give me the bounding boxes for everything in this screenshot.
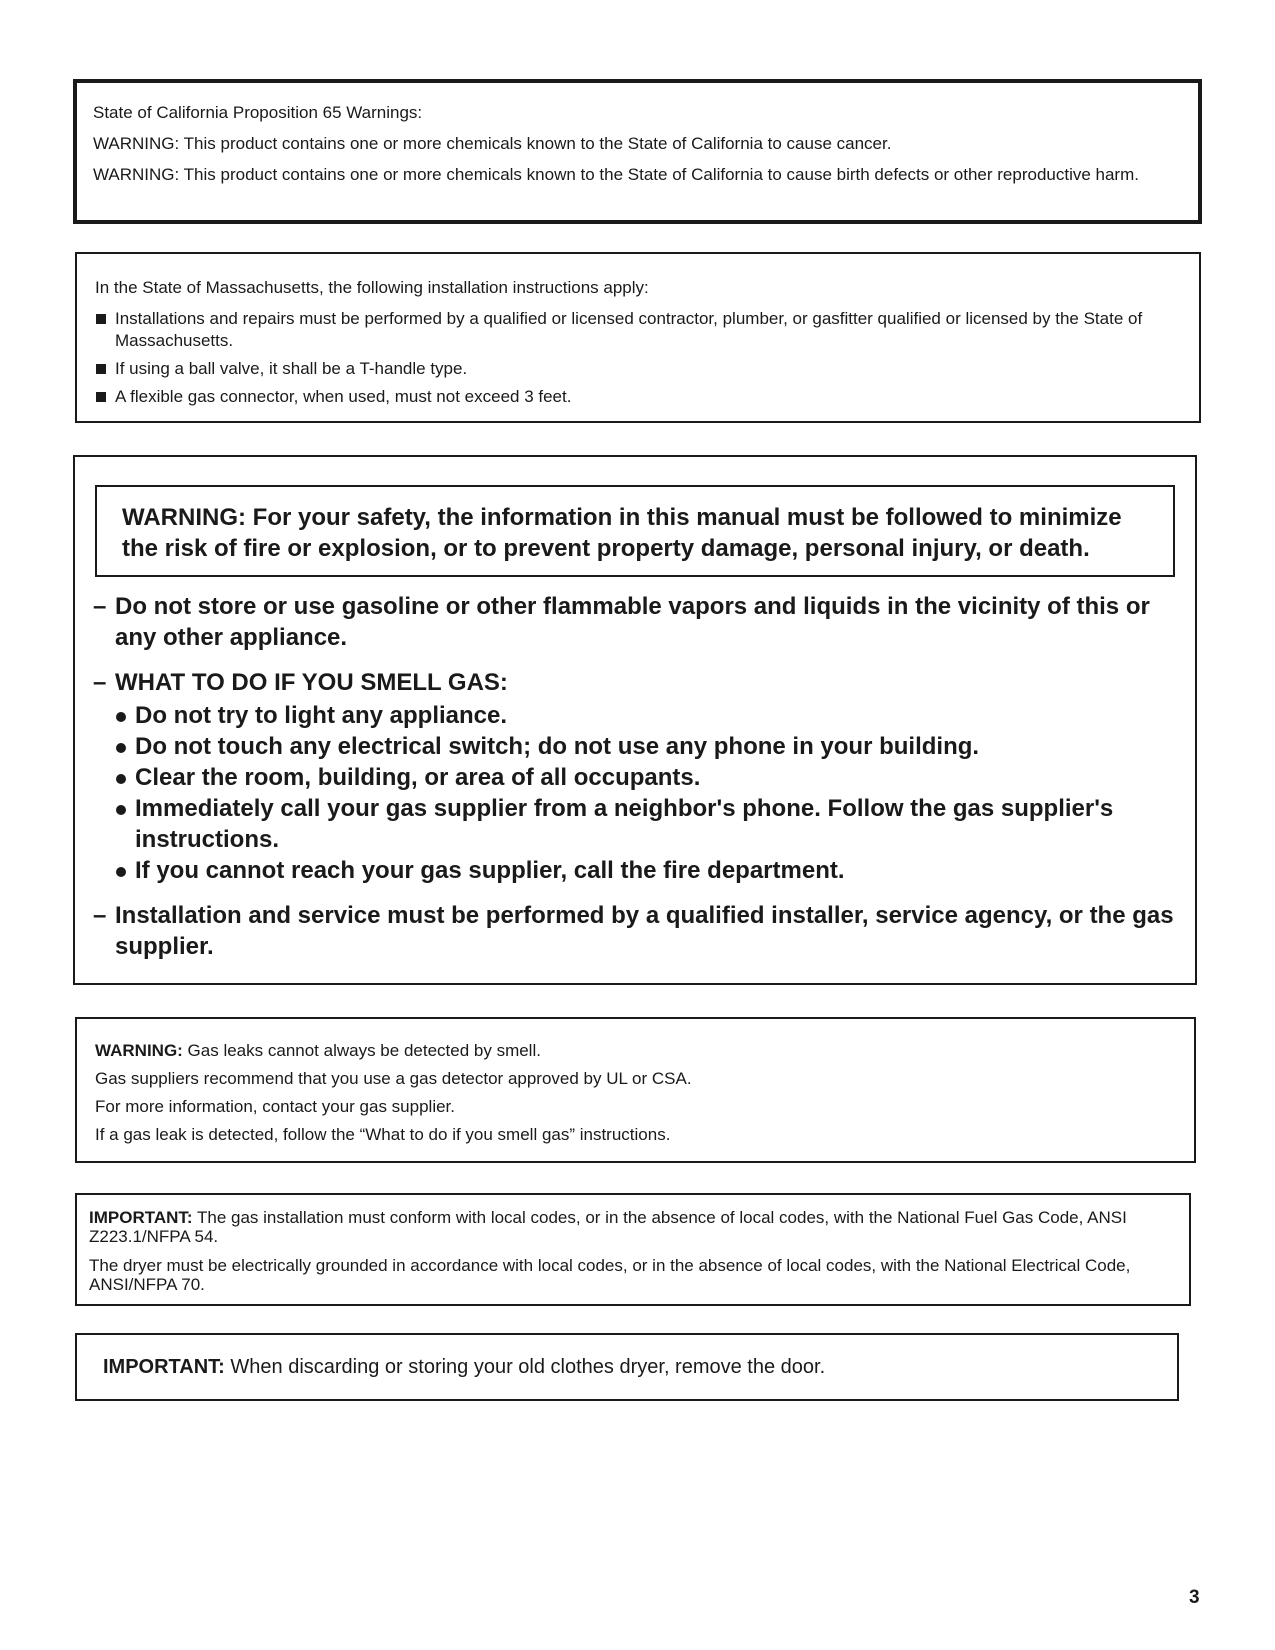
leak-line-1-text: Gas leaks cannot always be detected by smell. [182,1041,541,1060]
item-installation-service [93,900,1178,962]
leak-line-4: If a gas leak is detected, follow the “What to do if you smell gas” instructions. [95,1125,671,1144]
leak-warning-label: WARNING: [95,1041,183,1060]
page-number: 3 [1189,1587,1200,1608]
leak-line-1 [95,1040,1176,1062]
gas-safety-warning-box [73,455,1197,985]
smell-gas-title: WHAT TO DO IF YOU SMELL GAS: [115,669,508,696]
safety-warning-header: WARNING: For your safety, the information in this manual must be followed to minimize the risk of fire or explosion, or to prevent property damage, personal injury, or death. [95,485,1175,577]
leak-line-2: Gas suppliers recommend that you use a gas detector approved by UL or CSA. [95,1069,692,1088]
massachusetts-item-licensed: Installations and repairs must be performed by a qualified or licensed contractor, plumber, or gasfitter qualified or licensed by the State of Massachusetts. [95,308,1181,352]
item-installation-service-text: Installation and service must be performed by a qualified installer, service agency, or the gas supplier. [115,902,1174,960]
smell-gas-steps [115,700,1178,886]
gas-leak-warning-box [75,1017,1196,1163]
step-call-supplier: Immediately call your gas supplier from a neighbor's phone. Follow the gas supplier's instructions. [115,793,1178,855]
california-prop65-box [73,79,1202,224]
item-do-not-store [93,591,1178,653]
item-smell-gas [93,667,1178,886]
important-door-box [75,1333,1179,1401]
california-warning-cancer: WARNING: This product contains one or more chemicals known to the State of California to cause cancer. [93,134,892,153]
massachusetts-list [95,308,1181,408]
massachusetts-item-ball-valve: If using a ball valve, it shall be a T-handle type. [95,358,1181,380]
door-paragraph [103,1355,1151,1379]
gas-warning-body [93,591,1178,962]
massachusetts-intro: In the State of Massachusetts, the following installation instructions apply: [95,278,649,297]
step-clear-room: Clear the room, building, or area of all occupants. [115,762,1178,793]
leak-line-3: For more information, contact your gas supplier. [95,1097,455,1116]
important-codes-box [75,1193,1191,1306]
codes-important-label: IMPORTANT: [89,1208,193,1227]
step-no-switch: Do not touch any electrical switch; do not use any phone in your building. [115,731,1178,762]
massachusetts-item-flex-connector: A flexible gas connector, when used, must not exceed 3 feet. [95,386,1181,408]
door-important-label: IMPORTANT: [103,1356,225,1378]
codes-gas-text: The gas installation must conform with local codes, or in the absence of local codes, with the National Fuel Gas Code, ANSI Z223.1/NFPA 54. [89,1208,1127,1246]
california-warning-birth-defects: WARNING: This product contains one or more chemicals known to the State of California to cause birth defects or other reproductive harm. [93,165,1139,184]
codes-electric-paragraph: The dryer must be electrically grounded in accordance with local codes, or in the absence of local codes, with the National Electrical Code, ANSI/NFPA 70. [89,1256,1131,1294]
dash-marker: – [93,669,107,696]
step-no-light: Do not try to light any appliance. [115,700,1178,731]
item-do-not-store-text: Do not store or use gasoline or other flammable vapors and liquids in the vicinity of this or any other appliance. [115,593,1150,651]
dash-marker: – [93,593,107,620]
dash-marker: – [93,902,107,929]
step-call-fire-dept: If you cannot reach your gas supplier, call the fire department. [115,855,1178,886]
massachusetts-instructions-box [75,252,1201,423]
codes-gas-paragraph [89,1208,1177,1246]
california-title: State of California Proposition 65 Warnings: [93,103,423,122]
door-text: When discarding or storing your old clothes dryer, remove the door. [224,1356,826,1378]
